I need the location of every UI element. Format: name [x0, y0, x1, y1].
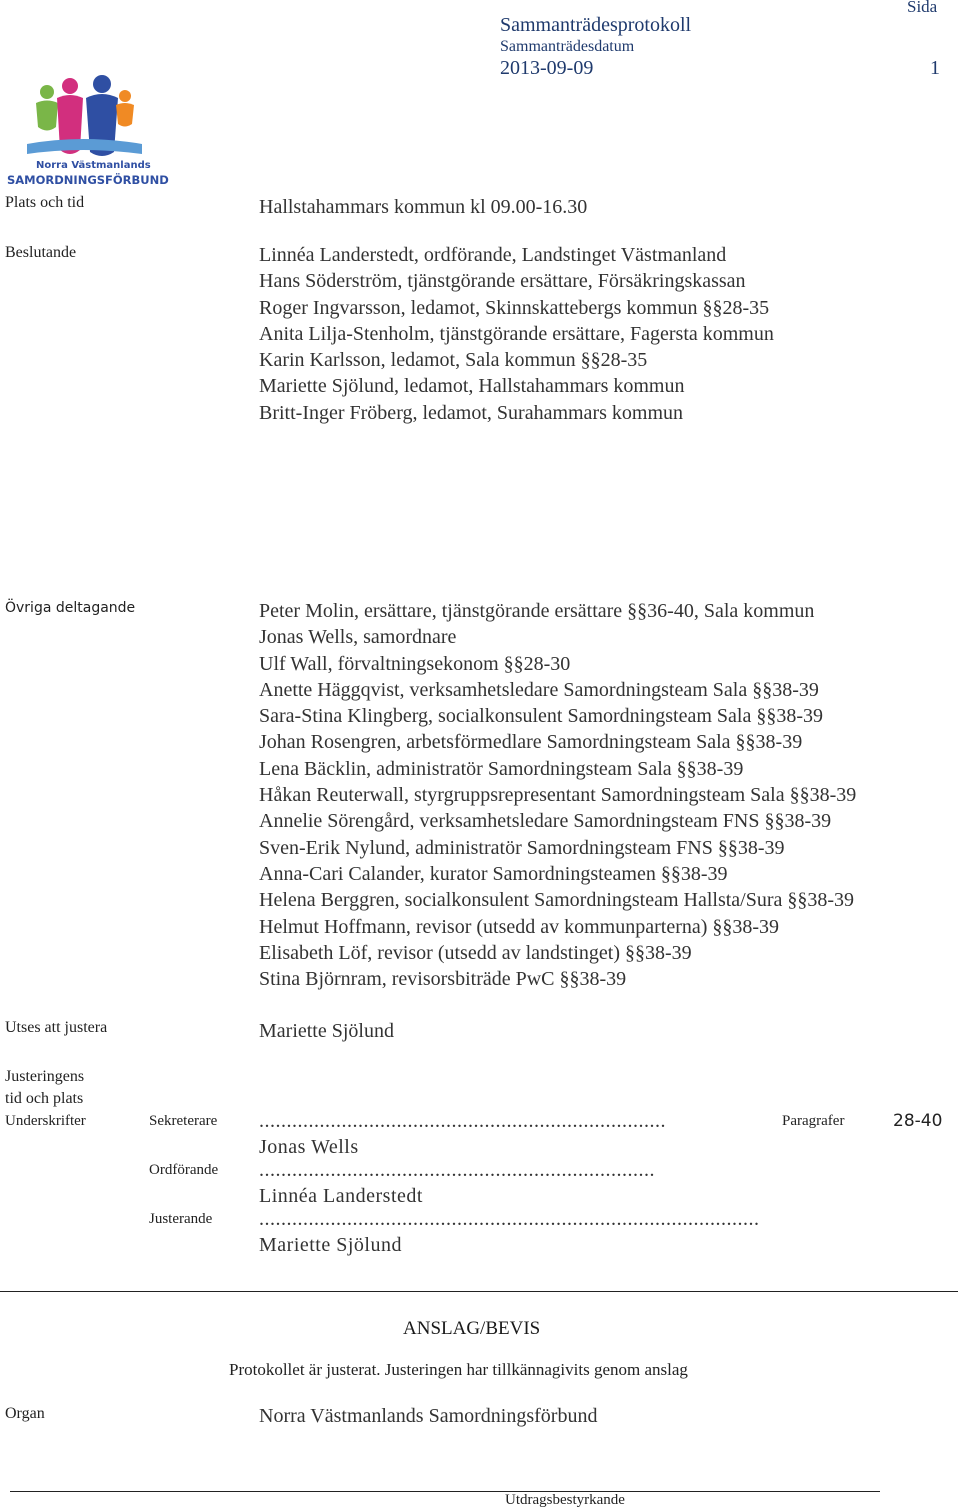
list-item: Helmut Hoffmann, revisor (utsedd av kommunparterna) §§38-39 [259, 915, 780, 938]
plats-label: Plats och tid [5, 194, 85, 211]
signature-line: .......................................................................... [259, 1110, 666, 1132]
list-item: Elisabeth Löf, revisor (utsedd av landstinget) §§38-39 [259, 941, 692, 964]
justeringens-label-2: tid och plats [5, 1090, 84, 1107]
list-item: Anita Lilja-Stenholm, tjänstgörande ersättare, Fagersta kommun [259, 322, 774, 345]
list-item: Roger Ingvarsson, ledamot, Skinnskattebergs kommun §§28-35 [259, 296, 770, 319]
justerande-name: Mariette Sjölund [259, 1234, 402, 1256]
list-item: Håkan Reuterwall, styrgruppsrepresentant Samordningsteam Sala §§38-39 [259, 784, 857, 807]
page-number: 1 [930, 57, 940, 79]
justeringens-label-1: Justeringens [5, 1068, 85, 1085]
organ-value: Norra Västmanlands Samordningsförbund [259, 1405, 598, 1427]
list-item: Mariette Sjölund, ledamot, Hallstahammars kommun [259, 375, 685, 398]
page-label: Sida [907, 0, 938, 16]
list-item: Annelie Sörengård, verksamhetsledare Samordningsteam FNS §§38-39 [259, 810, 832, 833]
underskrifter-label: Underskrifter [5, 1113, 86, 1129]
anslag-text: Protokollet är justerat. Justeringen har tillkännagivits genom anslag [229, 1360, 688, 1379]
list-item: Hans Söderström, tjänstgörande ersättare, Försäkringskassan [259, 270, 746, 293]
paragrafer-label: Paragrafer [782, 1113, 845, 1129]
list-item: Karin Karlsson, ledamot, Sala kommun §§28-35 [259, 349, 648, 372]
organization-logo [2, 72, 169, 190]
justera-value: Mariette Sjölund [259, 1020, 394, 1042]
ordforande-name: Linnéa Landerstedt [259, 1185, 423, 1207]
logo-line1: Norra Västmanlands [36, 160, 151, 171]
list-item: Lena Bäcklin, administratör Samordningsteam Sala §§38-39 [259, 757, 744, 780]
list-item: Helena Berggren, socialkonsulent Samordningsteam Hallsta/Sura §§38-39 [259, 889, 855, 912]
anslag-title: ANSLAG/BEVIS [403, 1318, 541, 1339]
list-item: Stina Björnram, revisorsbiträde PwC §§38-39 [259, 968, 627, 991]
list-item: Johan Rosengren, arbetsförmedlare Samordningsteam Sala §§38-39 [259, 731, 803, 754]
list-item: Sven-Erik Nylund, administratör Samordningsteam FNS §§38-39 [259, 836, 785, 859]
list-item: Linnéa Landerstedt, ordförande, Landstinget Västmanland [259, 244, 727, 266]
plats-value: Hallstahammars kommun kl 09.00-16.30 [259, 196, 588, 218]
organ-label: Organ [5, 1405, 45, 1422]
protocol-title: Sammanträdesprotokoll [500, 14, 692, 36]
list-item: Jonas Wells, samordnare [259, 626, 457, 649]
list-item: Anette Häggqvist, verksamhetsledare Samordningsteam Sala §§38-39 [259, 678, 819, 701]
footer-label: Utdragsbestyrkande [505, 1492, 625, 1508]
sekreterare-label: Sekreterare [149, 1113, 218, 1129]
section-divider [0, 1291, 958, 1292]
justerande-label: Justerande [149, 1211, 213, 1227]
beslutande-list [259, 242, 774, 426]
signature-line: ........................................................................ [259, 1159, 655, 1181]
list-item: Sara-Stina Klingberg, socialkonsulent Samordningsteam Sala §§38-39 [259, 705, 823, 728]
list-item: Ulf Wall, förvaltningsekonom §§28-30 [259, 652, 571, 675]
list-item: Peter Molin, ersättare, tjänstgörande ersättare §§36-40, Sala kommun [259, 600, 815, 622]
paragrafer-value: 28-40 [893, 1111, 943, 1131]
list-item: Britt-Inger Fröberg, ledamot, Surahammars kommun [259, 401, 683, 424]
beslutande-label: Beslutande [5, 244, 77, 261]
logo-line2: SAMORDNINGSFÖRBUND [7, 173, 169, 187]
ordforande-label: Ordförande [149, 1162, 219, 1178]
list-item: Anna-Cari Calander, kurator Samordningsteamen §§38-39 [259, 862, 728, 885]
justera-label: Utses att justera [5, 1019, 108, 1036]
footer-divider [10, 1491, 880, 1492]
meeting-date: 2013-09-09 [500, 57, 594, 79]
sekreterare-name: Jonas Wells [259, 1136, 359, 1158]
ovriga-label: Övriga deltagande [5, 600, 136, 616]
ovriga-list [259, 598, 856, 992]
date-label: Sammanträdesdatum [500, 38, 635, 55]
signature-line: ........................................................................................... [259, 1208, 760, 1230]
